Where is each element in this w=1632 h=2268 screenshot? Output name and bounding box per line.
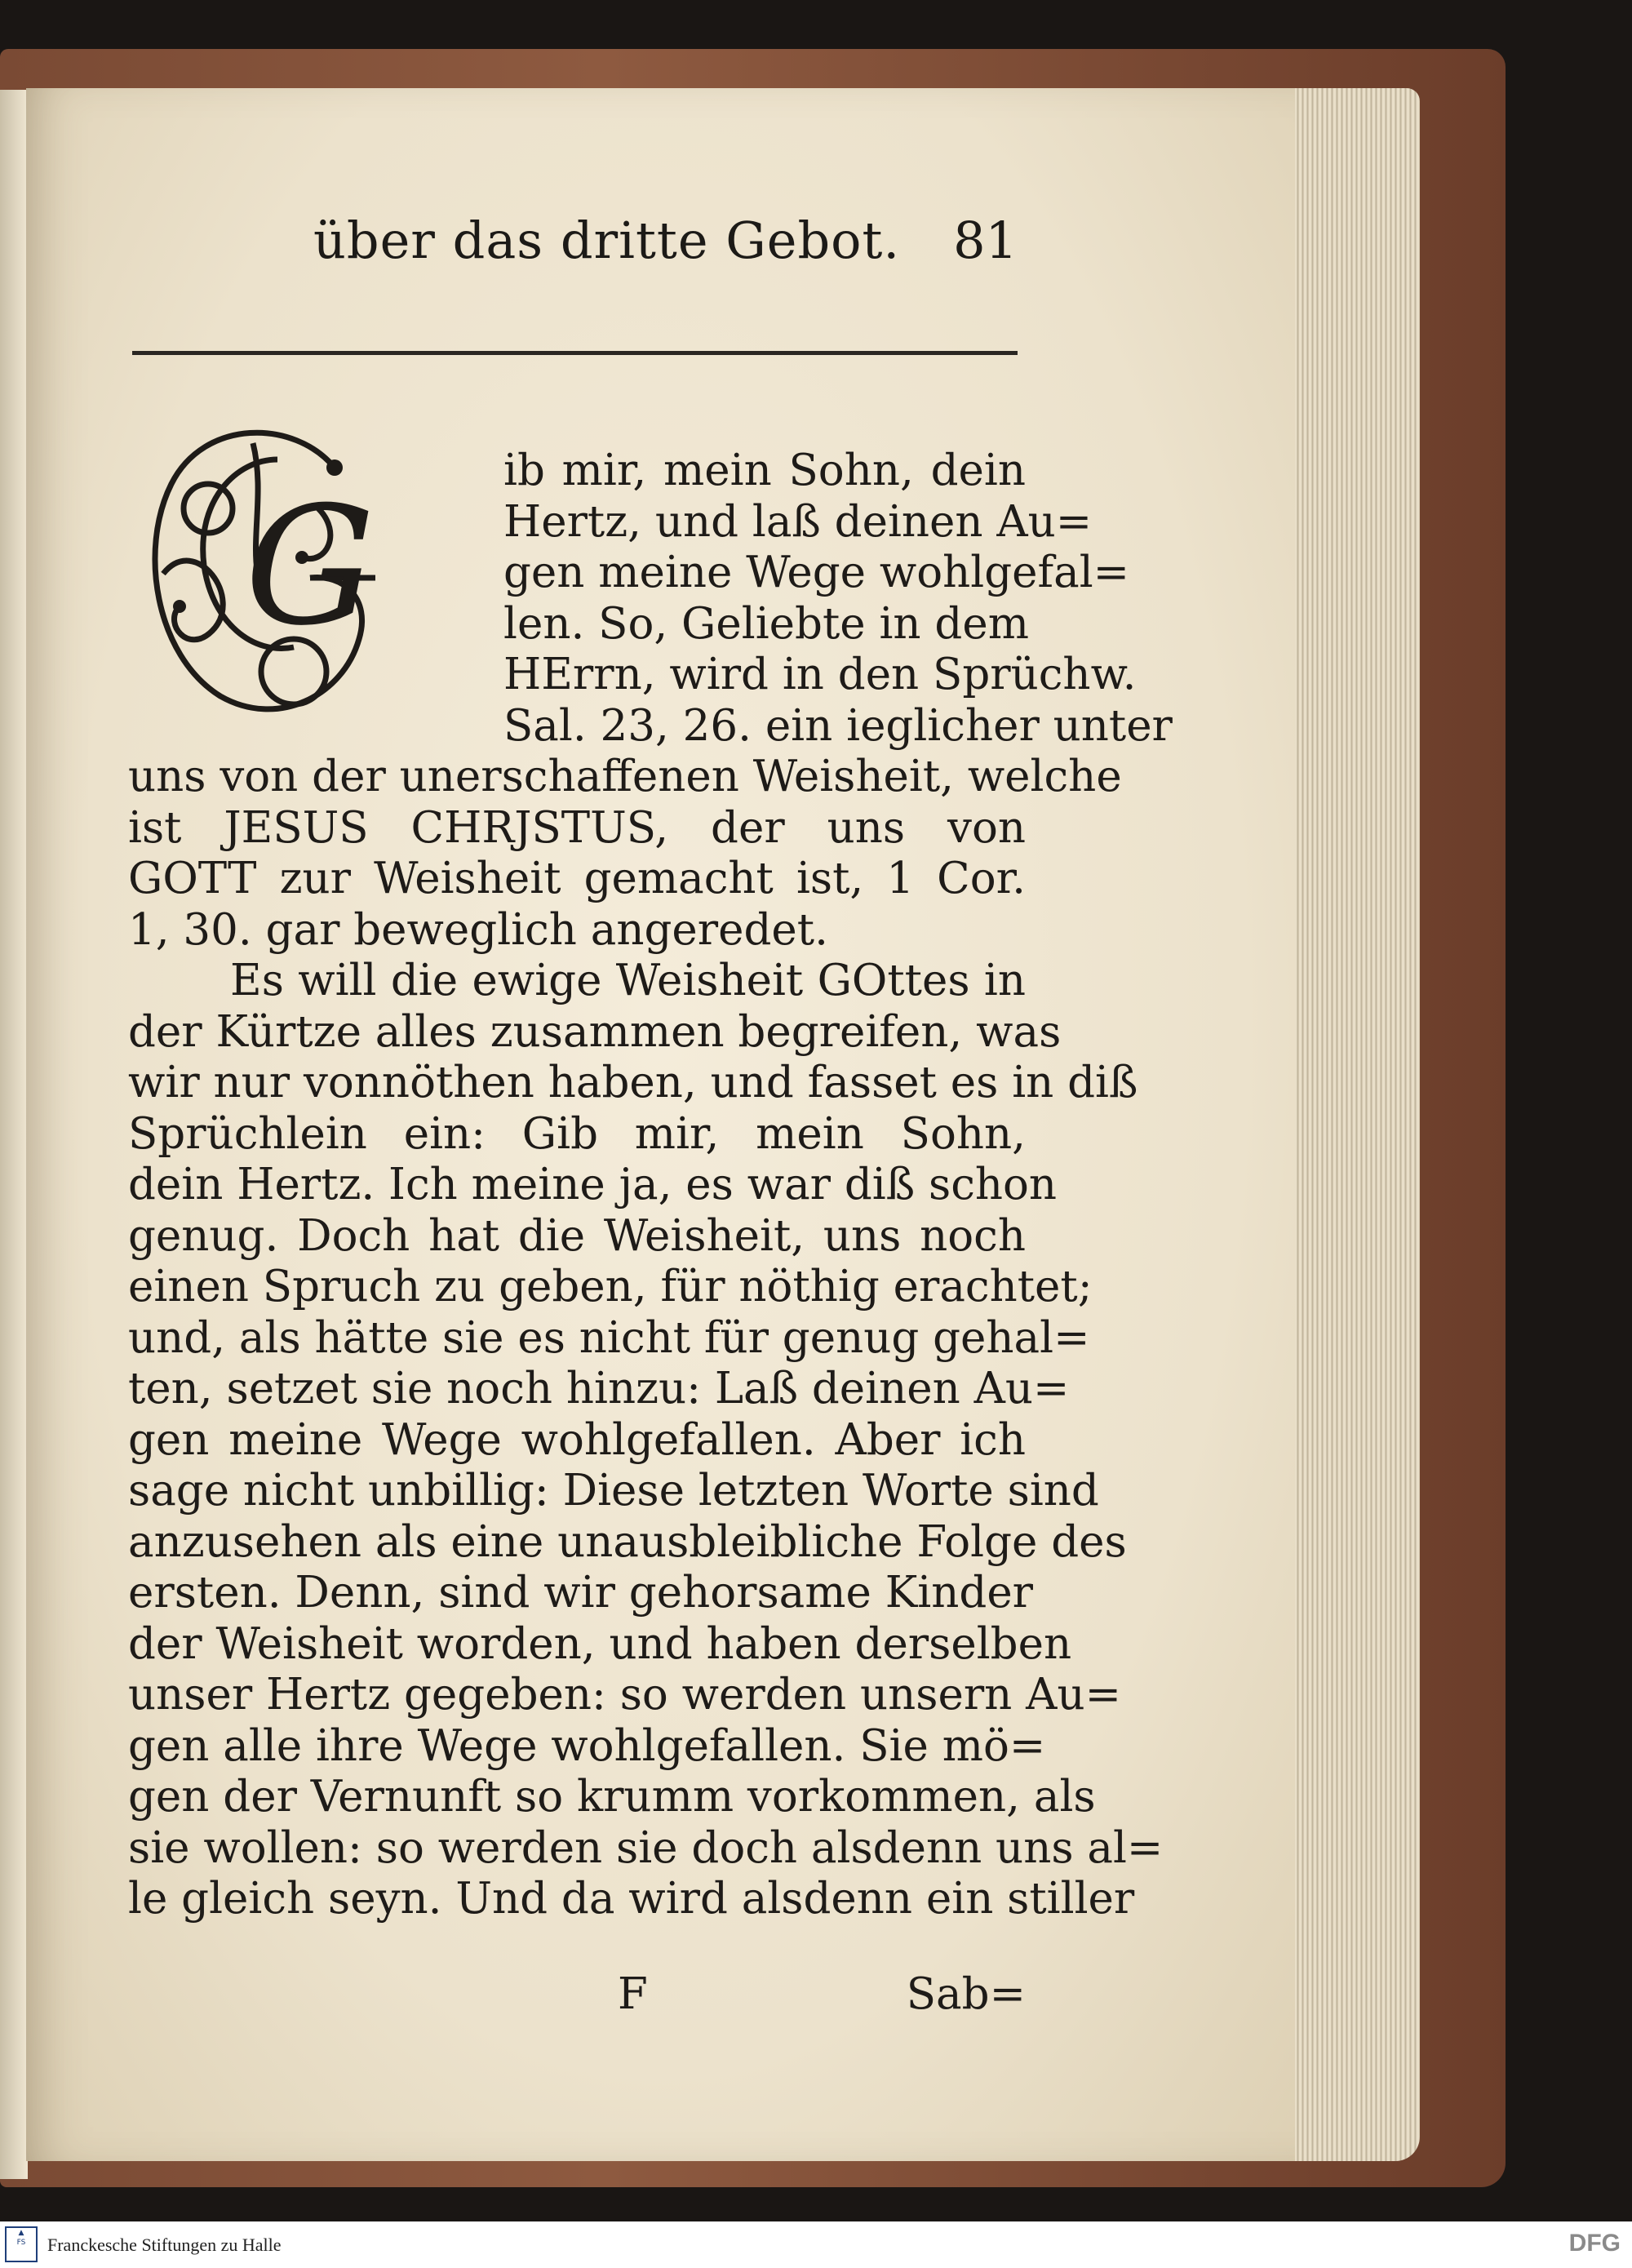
- header-rule: [132, 351, 1018, 355]
- running-head-title: über das dritte Gebot.: [313, 211, 901, 270]
- text-line: Es will die ewige Weisheit GOttes in: [230, 956, 1026, 1005]
- initial-letter: G: [245, 472, 375, 662]
- text-line: unser Hertz gegeben: so werden unsern Au=: [128, 1670, 1121, 1720]
- text-line: ib mir, mein Sohn, dein: [503, 446, 1026, 495]
- running-head: [132, 202, 1018, 284]
- text-line: Sal. 23, 26. ein ieglicher unter: [503, 700, 1173, 751]
- body-text: [128, 446, 1173, 1925]
- text-line: gen meine Wege wohlgefallen. Aber ich: [128, 1414, 1026, 1465]
- left-page-edge: [0, 90, 28, 2179]
- text-line: le gleich seyn. Und da wird alsdenn ein stiller: [128, 1874, 1135, 1924]
- text-line: anzusehen als eine unausbleibliche Folge des: [128, 1516, 1127, 1567]
- text-line: 1, 30. gar beweglich angeredet.: [128, 904, 828, 955]
- footer-bar: [0, 2221, 1632, 2268]
- text-line: sie wollen: so werden sie doch alsdenn uns al=: [128, 1822, 1164, 1873]
- dfg-logo: DFG: [1568, 2230, 1621, 2257]
- text-line: gen meine Wege wohlgefal=: [503, 548, 1130, 597]
- book-page: [26, 88, 1295, 2161]
- text-line: genug. Doch hat die Weisheit, uns noch: [128, 1210, 1026, 1261]
- text-line: der Kürtze alles zusammen begreifen, was: [128, 1006, 1062, 1057]
- text-line: einen Spruch zu geben, für nöthig erachtet;: [128, 1262, 1093, 1312]
- text-line: gen alle ihre Wege wohlgefallen. Sie mö=: [128, 1720, 1046, 1771]
- text-line: len. So, Geliebte in dem: [503, 598, 1029, 649]
- text-line: Hertz, und laß deinen Au=: [503, 496, 1093, 547]
- text-line: ten, setzet sie noch hinzu: Laß deinen Au=: [128, 1364, 1070, 1414]
- page-number: 81: [953, 211, 1018, 270]
- signature-mark: F: [618, 1969, 648, 2019]
- catchword: Sab=: [906, 1969, 1026, 2019]
- text-line: ist JESUS CHRJSTUS, der uns von: [128, 802, 1026, 853]
- institution-name: Franckesche Stiftungen zu Halle: [47, 2235, 282, 2255]
- text-line: uns von der unerschaffenen Weisheit, welche: [128, 752, 1122, 801]
- text-line: dein Hertz. Ich meine ja, es war diß schon: [128, 1160, 1058, 1209]
- institution-logo-icon: ▲ FS: [5, 2226, 38, 2262]
- text-line: HErrn, wird in den Sprüchw.: [503, 650, 1137, 699]
- text-line: wir nur vonnöthen haben, und fasset es in diß: [128, 1058, 1138, 1107]
- text-line: ersten. Denn, sind wir gehorsame Kinder: [128, 1568, 1034, 1618]
- text-line: der Weisheit worden, und haben derselben: [128, 1618, 1072, 1669]
- text-line: und, als hätte sie es nicht für genug gehal=: [128, 1312, 1090, 1363]
- text-line: GOTT zur Weisheit gemacht ist, 1 Cor.: [128, 854, 1026, 903]
- page-bottom-marks: [128, 1969, 1026, 2026]
- text-line: gen der Vernunft so krumm vorkommen, als: [128, 1772, 1096, 1822]
- text-line: Sprüchlein ein: Gib mir, mein Sohn,: [128, 1108, 1026, 1159]
- text-line: sage nicht unbillig: Diese letzten Worte sind: [128, 1466, 1099, 1516]
